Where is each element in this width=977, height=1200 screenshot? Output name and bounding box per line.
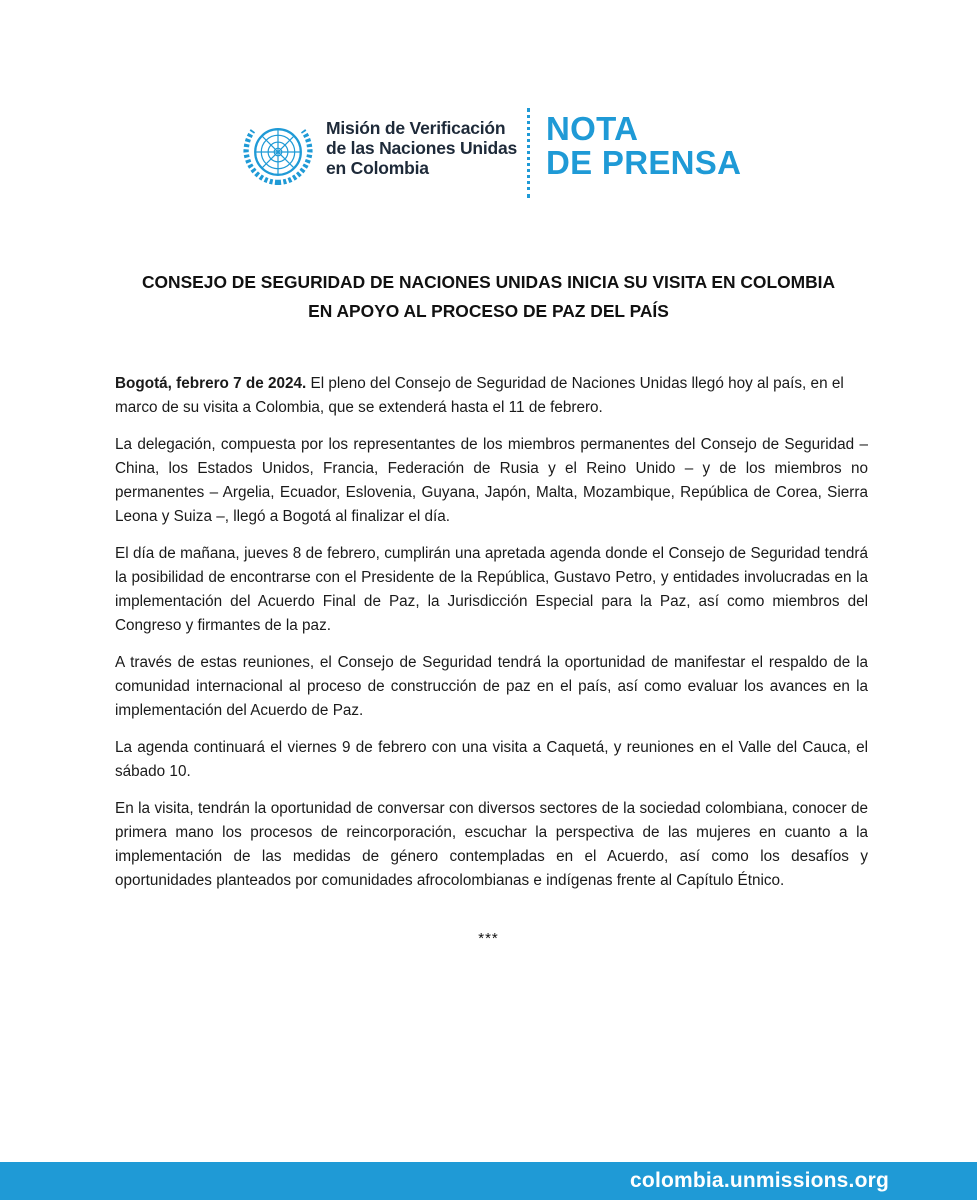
press-release-headline (80, 268, 897, 326)
org-name-line2: de las Naciones Unidas (326, 138, 518, 158)
paragraph-4: A través de estas reuniones, el Consejo de Seguridad tendrá la oportunidad de manifestar el respaldo de la comunidad internacional al proceso de construcción de paz en el país, así como evaluar los avances en la implementación del Acuerdo de Paz. (115, 654, 868, 719)
headline-line2: EN APOYO AL PROCESO DE PAZ DEL PAÍS (308, 301, 669, 321)
paragraph-6: En la visita, tendrán la oportunidad de conversar con diversos sectores de la sociedad colombiana, conocer de primera mano los procesos de reincorporación, escuchar la perspectiva de las mujeres en cuanto a la implementación de las medidas de género contempladas en el Acuerdo, así como los desafíos y oportunidades planteados por comunidades afrocolombianas e indígenas frente al Capítulo Étnico. (115, 800, 868, 889)
paragraph-5: La agenda continuará el viernes 9 de febrero con una visita a Caquetá, y reuniones en el Valle del Cauca, el sábado 10. (115, 739, 868, 780)
org-name-line3: en Colombia (326, 158, 429, 178)
dateline: Bogotá, febrero 7 de 2024. (115, 375, 307, 392)
headline-line1: CONSEJO DE SEGURIDAD DE NACIONES UNIDAS INICIA SU VISITA EN COLOMBIA (141, 272, 836, 292)
paragraph-2: La delegación, compuesta por los representantes de los miembros permanentes del Consejo de Seguridad – China, los Estados Unidos, Francia, Federación de Rusia y el Reino Unido – y de los miembros no permanentes – Argelia, Ecuador, Eslovenia, Guyana, Japón, Malta, Mozambique, República de Corea, Sierra Leona y Suiza –, llegó a Bogotá al finalizar el día. (115, 436, 868, 525)
paragraph-1 (115, 372, 868, 420)
paragraph-1-text: El pleno del Consejo de Seguridad de Naciones Unidas llegó hoy al país, en el marco de su visita a Colombia, que se extenderá hasta el 11 de febrero. (115, 375, 844, 416)
document-type-label (546, 112, 741, 180)
organization-name (326, 118, 526, 178)
org-name-line1: Misión de Verificación (326, 118, 506, 138)
footer-website-link[interactable]: colombia.unmissions.org (630, 1169, 889, 1192)
header-divider (527, 108, 530, 198)
paragraph-3: El día de mañana, jueves 8 de febrero, cumplirán una apretada agenda donde el Consejo de Seguridad tendrá la posibilidad de encontrarse con el Presidente de la República, Gustavo Petro, y entidades involucradas en la implementación del Acuerdo Final de Paz, la Jurisdicción Especial para la Paz, así como miembros del Congreso y firmantes de la paz. (115, 545, 868, 634)
end-of-release-mark: *** (478, 930, 499, 947)
footer-bar (0, 1162, 977, 1200)
doc-type-line1: NOTA (546, 110, 639, 147)
press-release-body (115, 372, 868, 906)
page-header (240, 108, 760, 200)
doc-type-line2: DE PRENSA (546, 144, 742, 181)
un-emblem-icon (240, 114, 316, 190)
